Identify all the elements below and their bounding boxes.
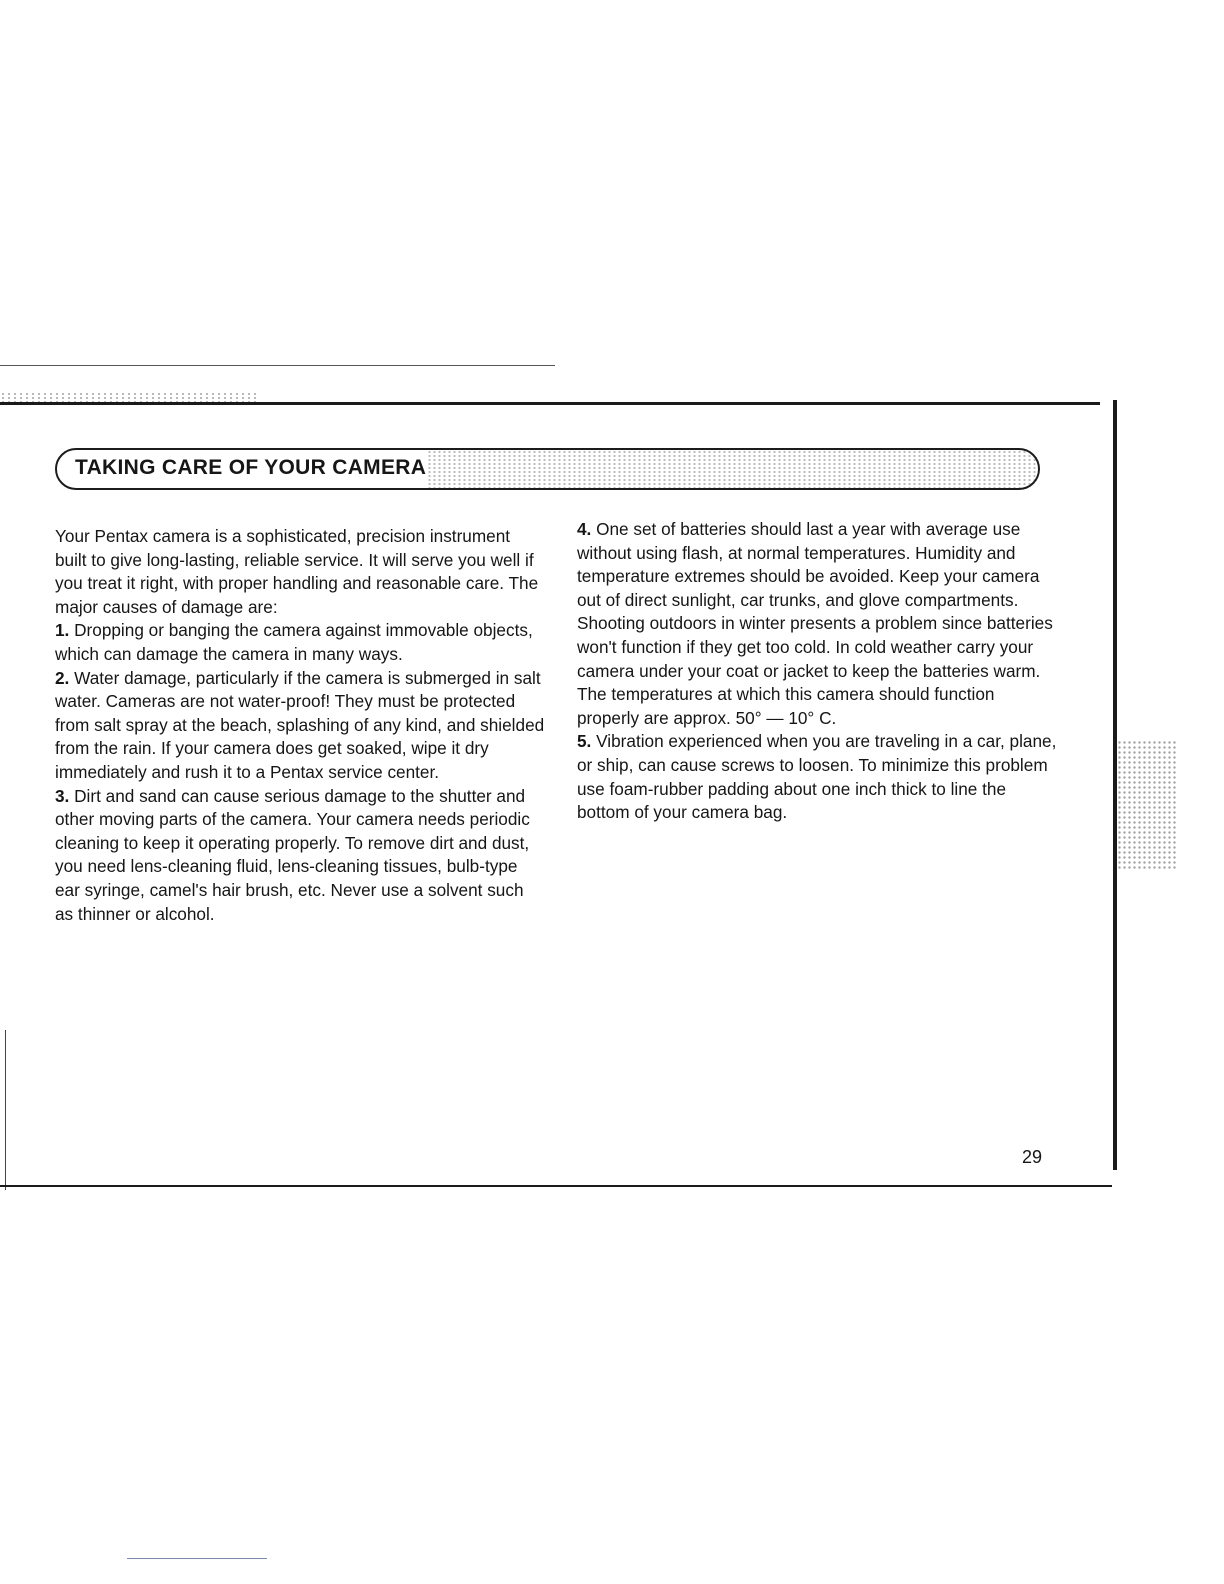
list-item	[55, 785, 545, 927]
right-column	[577, 518, 1057, 825]
intro-paragraph: Your Pentax camera is a sophisticated, precision instrument built to give long-lasting, reliable service. It will serve you well if you treat it right, with proper handling and reasonable care. The major causes of damage are:	[55, 526, 539, 617]
page-number: 29	[1022, 1147, 1043, 1167]
item-text: Dropping or banging the camera against immovable objects, which can damage the camera in many ways.	[55, 620, 533, 664]
bottom-rule	[0, 1185, 1112, 1187]
item-number: 2.	[55, 667, 70, 688]
list-item	[577, 518, 1057, 730]
top-thick-rule	[0, 402, 1100, 405]
item-number: 1.	[55, 620, 70, 641]
left-edge-mark	[5, 1030, 6, 1190]
left-column	[55, 525, 545, 926]
item-number: 4.	[577, 519, 592, 539]
item-text: Water damage, particularly if the camera is submerged in salt water. Cameras are not water-proof! They must be protected from salt spray at the beach, splashing of any kind, and shielded from the rain. If your camera does get soaked, wipe it dry immediately and rush it to a Pentax service center.	[55, 667, 545, 782]
item-number: 3.	[55, 785, 70, 806]
item-text: Vibration experienced when you are traveling in a car, plane, or ship, can cause screws to loosen. To minimize this problem use foam-rubber padding about one inch thick to line the bottom of your camera bag.	[577, 731, 1057, 823]
list-item	[55, 619, 545, 666]
right-edge-shading	[1117, 740, 1177, 870]
footer-rule	[127, 1558, 267, 1559]
section-banner	[55, 448, 1040, 490]
top-speckle-rule	[0, 392, 260, 402]
section-title: TAKING CARE OF YOUR CAMERA	[75, 456, 427, 479]
item-number: 5.	[577, 731, 592, 752]
list-item	[55, 667, 545, 785]
item-text: Dirt and sand can cause serious damage to the shutter and other moving parts of the camera. Your camera needs periodic cleaning to keep it operating properly. To remove dirt and dust, you need lens-cleaning fluid, lens-cleaning tissues, bulb-type ear syringe, camel's hair brush, etc. Never use a solvent such as thinner or alcohol.	[55, 785, 530, 924]
list-item	[577, 730, 1057, 824]
item-text: One set of batteries should last a year with average use without using flash, at normal temperatures. Humidity and temperature extremes should be avoided. Keep your camera out of direct sunlight, car trunks, and glove compartments. Shooting outdoors in winter presents a problem since batteries won't function if they get too cold. In cold weather carry your camera under your coat or jacket to keep the batteries warm. The temperatures at which this camera should function properly are approx. 50° — 10° C.	[577, 519, 1053, 728]
banner-shading	[427, 450, 1038, 488]
top-thin-rule	[0, 365, 555, 366]
